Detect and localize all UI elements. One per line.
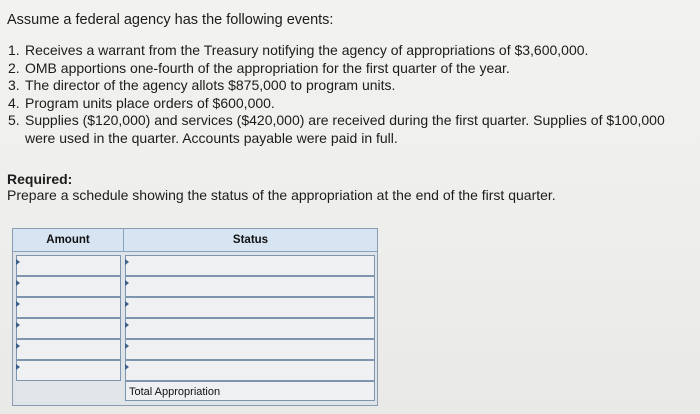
status-dropdown[interactable] [125, 360, 375, 381]
table-row [13, 276, 377, 297]
table-row [13, 318, 377, 339]
status-schedule-table [12, 228, 378, 406]
event-text: Receives a warrant from the Treasury notifying the agency of appropriations of $3,600,000. [25, 42, 589, 58]
amount-input[interactable] [16, 255, 121, 276]
dropdown-marker-icon [125, 301, 129, 307]
amount-input[interactable] [16, 318, 121, 339]
dropdown-marker-icon [125, 322, 129, 328]
event-item [8, 95, 678, 113]
total-appropriation-label: Total Appropriation [125, 381, 375, 401]
table-row [13, 255, 377, 276]
event-text: Supplies ($120,000) and services ($420,000) are received during the first quarter. Supplies of $100,000 were used in the quarter. Accounts payable were paid in full. [25, 112, 665, 146]
dropdown-marker-icon [16, 364, 20, 370]
status-column-header: Status [124, 229, 377, 252]
event-item [8, 42, 678, 60]
status-dropdown[interactable] [125, 339, 375, 360]
total-amount-cell [16, 381, 121, 401]
event-text: OMB apportions one-fourth of the appropriation for the first quarter of the year. [25, 59, 510, 76]
dropdown-marker-icon [16, 280, 20, 286]
dropdown-marker-icon [16, 322, 20, 328]
required-heading: Required: [7, 171, 73, 187]
status-dropdown[interactable] [125, 297, 375, 318]
table-row [13, 297, 377, 318]
status-dropdown[interactable] [125, 276, 375, 297]
dropdown-marker-icon [16, 259, 20, 265]
dropdown-marker-icon [125, 343, 129, 349]
event-item [8, 77, 678, 95]
event-number: 4. [8, 94, 20, 111]
table-row [13, 339, 377, 360]
event-text: Program units place orders of $600,000. [25, 94, 275, 111]
amount-input[interactable] [16, 297, 121, 318]
amount-input[interactable] [16, 339, 121, 360]
amount-input[interactable] [16, 276, 121, 297]
event-item [8, 112, 678, 147]
status-dropdown[interactable] [125, 318, 375, 339]
amount-input[interactable] [16, 360, 121, 381]
event-list [8, 42, 678, 147]
problem-intro: Assume a federal agency has the following events: [7, 12, 334, 28]
status-dropdown[interactable] [125, 255, 375, 276]
event-number: 3. [8, 77, 20, 93]
dropdown-marker-icon [125, 259, 129, 265]
event-number: 1. [8, 42, 20, 58]
dropdown-marker-icon [125, 364, 129, 370]
dropdown-marker-icon [16, 301, 20, 307]
event-text: The director of the agency allots $875,000 to program units. [25, 77, 396, 93]
table-row [13, 360, 377, 381]
dropdown-marker-icon [16, 343, 20, 349]
amount-column-header: Amount [13, 229, 124, 252]
event-number: 2. [8, 59, 20, 76]
event-number: 5. [8, 112, 20, 128]
event-item [8, 60, 678, 78]
required-instructions: Prepare a schedule showing the status of the appropriation at the end of the first quarter. [7, 187, 556, 203]
dropdown-marker-icon [125, 280, 129, 286]
